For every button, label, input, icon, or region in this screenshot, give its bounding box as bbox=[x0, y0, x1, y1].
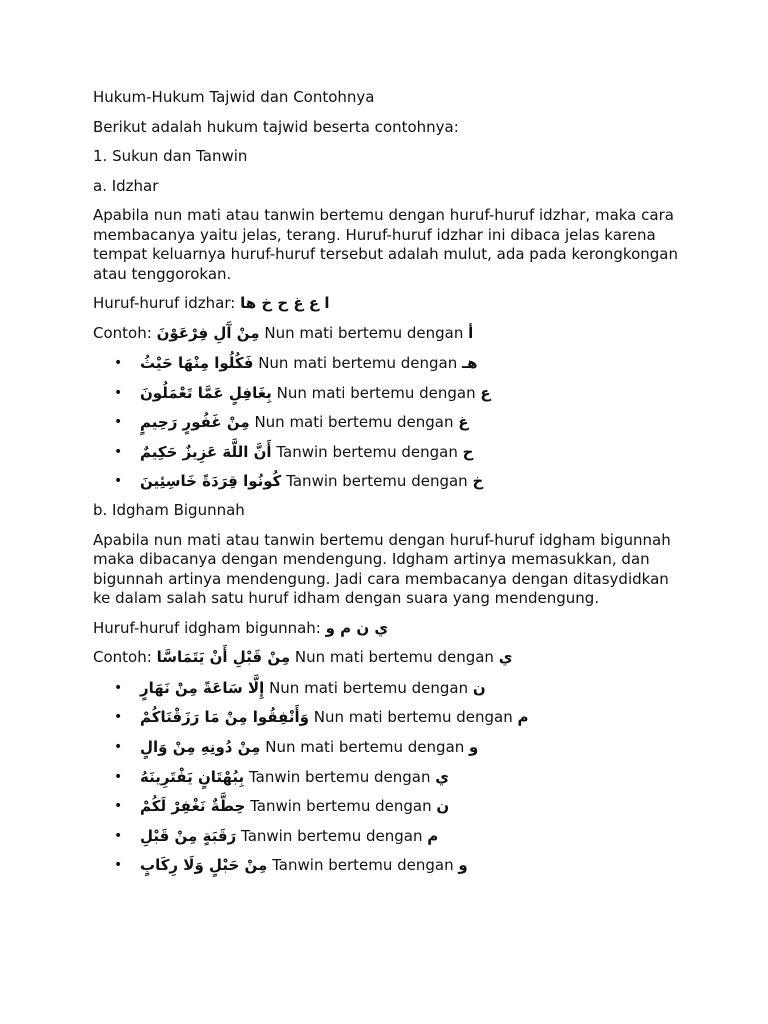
idzhar-paragraph: Apabila nun mati atau tanwin bertemu dengan huruf-huruf idzhar, maka cara membacanya yaitu jelas, terang. Huruf-huruf idzhar ini dibaca jelas karena tempat keluarnya huruf-huruf tersebut adalah mulut, ada pada kerongkongan atau tenggorokan. bbox=[93, 206, 678, 283]
example-arabic: مِنْ حَبْلٍ وَلَا رِكَابٍ bbox=[140, 856, 268, 875]
idzhar-letters: ا ع غ ح خ ها bbox=[240, 294, 330, 312]
example-letter: م bbox=[517, 708, 529, 727]
example-letter: ع bbox=[480, 383, 491, 402]
contoh-arabic: مِنْ آَلِ فِرْعَوْنَ bbox=[156, 323, 260, 342]
example-letter: هـ bbox=[462, 354, 478, 372]
list-item bbox=[93, 737, 678, 757]
idgham-letters-label: Huruf-huruf idgham bigunnah: bbox=[93, 618, 321, 637]
example-arabic: حِطَّةٌ نَغْفِرْ لَكُمْ bbox=[140, 797, 246, 816]
example-arabic: فَكُلُوا مِنْهَا حَيْثُ bbox=[140, 354, 254, 372]
example-arabic: بِغَافِلٍ عَمَّا تَعْمَلُونَ bbox=[140, 383, 272, 402]
example-text: Nun mati bertemu dengan bbox=[254, 413, 454, 432]
example-arabic: مِنْ دُونِهِ مِنْ وَالٍ bbox=[140, 738, 261, 757]
example-arabic: إِلَّا سَاعَةً مِنْ نَهَارٍ bbox=[140, 678, 265, 697]
example-letter: م bbox=[427, 826, 439, 845]
list-item bbox=[93, 855, 678, 875]
example-text: Tanwin bertemu dengan bbox=[250, 797, 432, 816]
example-text: Tanwin bertemu dengan bbox=[248, 767, 431, 786]
idgham-letters: ي ن م و bbox=[325, 618, 389, 637]
example-text: Tanwin bertemu dengan bbox=[241, 826, 423, 845]
contoh-label: Contoh: bbox=[93, 648, 152, 667]
example-text: Tanwin bertemu dengan bbox=[286, 472, 468, 491]
idgham-examples-list bbox=[93, 678, 678, 876]
example-arabic: أَنَّ اللَّهَ عَزِيزٌ حَكِيمٌ bbox=[140, 442, 272, 461]
example-letter: خ bbox=[472, 472, 484, 491]
list-item bbox=[93, 767, 678, 787]
list-item bbox=[93, 412, 678, 432]
idgham-contoh-line bbox=[93, 648, 678, 668]
example-letter: و bbox=[458, 856, 468, 875]
example-letter: ي bbox=[435, 767, 449, 786]
list-item bbox=[93, 707, 678, 727]
example-letter: ح bbox=[462, 442, 474, 461]
example-text: Nun mati bertemu dengan bbox=[276, 383, 476, 402]
example-arabic: رَقَبَةٍ مِنْ قَبْلِ bbox=[140, 826, 237, 845]
example-arabic: مِنْ غَفُورٍ رَحِيمٍ bbox=[140, 413, 250, 432]
idzhar-examples-list bbox=[93, 353, 678, 491]
example-text: Tanwin bertemu dengan bbox=[276, 442, 458, 461]
subheading-idgham-bigunnah: b. Idgham Bigunnah bbox=[93, 501, 245, 520]
idgham-letters-line bbox=[93, 619, 678, 639]
example-text: Nun mati bertemu dengan bbox=[258, 354, 458, 372]
example-text: Nun mati bertemu dengan bbox=[265, 738, 465, 757]
example-arabic: وَأَنْفِقُوا مِنْ مَا رَزَقْنَاكُمْ bbox=[140, 708, 309, 727]
idgham-paragraph: Apabila nun mati atau tanwin bertemu dengan huruf-huruf idgham bigunnah maka dibacanya dengan mendengung. Idgham artinya memasukkan, dan bigunnah artinya mendengung. Jadi cara membacanya dengan ditasydidkan ke dalam salah satu huruf idham dengan suara yang mendengung. bbox=[93, 530, 671, 608]
example-text: Tanwin bertemu dengan bbox=[272, 856, 454, 875]
list-item bbox=[93, 383, 678, 403]
contoh-text: Nun mati bertemu dengan bbox=[264, 323, 464, 342]
example-letter: و bbox=[469, 738, 479, 757]
example-letter: ن bbox=[436, 797, 450, 816]
subheading-idzhar: a. Idzhar bbox=[93, 176, 159, 195]
list-item bbox=[93, 826, 678, 846]
example-letter: غ bbox=[458, 413, 469, 432]
list-item bbox=[93, 678, 678, 698]
list-item bbox=[93, 471, 678, 491]
contoh-arabic: مِنْ قَبْلِ أَنْ يَتَمَاسَّا bbox=[156, 648, 291, 667]
idzhar-letters-line bbox=[93, 294, 678, 314]
contoh-label: Contoh: bbox=[93, 323, 152, 342]
example-text: Nun mati bertemu dengan bbox=[269, 678, 469, 697]
contoh-letter: أ bbox=[468, 323, 474, 342]
idzhar-letters-label: Huruf-huruf idzhar: bbox=[93, 294, 236, 312]
example-arabic: كُونُوا قِرَدَةً خَاسِئِينَ bbox=[140, 472, 282, 491]
example-arabic: بِبُهْتَانٍ يَفْتَرِينَهُ bbox=[140, 767, 245, 786]
example-letter: ن bbox=[472, 678, 486, 697]
contoh-letter: ي bbox=[498, 648, 513, 667]
idzhar-contoh-line bbox=[93, 324, 678, 344]
document-title: Hukum-Hukum Tajwid dan Contohnya bbox=[93, 88, 375, 106]
intro-text: Berikut adalah hukum tajwid beserta contohnya: bbox=[93, 117, 459, 136]
list-item bbox=[93, 796, 678, 816]
list-item bbox=[93, 353, 678, 373]
section-heading-sukun-tanwin: 1. Sukun dan Tanwin bbox=[93, 147, 248, 165]
list-item bbox=[93, 442, 678, 462]
example-text: Nun mati bertemu dengan bbox=[313, 708, 513, 727]
contoh-text: Nun mati bertemu dengan bbox=[294, 648, 494, 667]
